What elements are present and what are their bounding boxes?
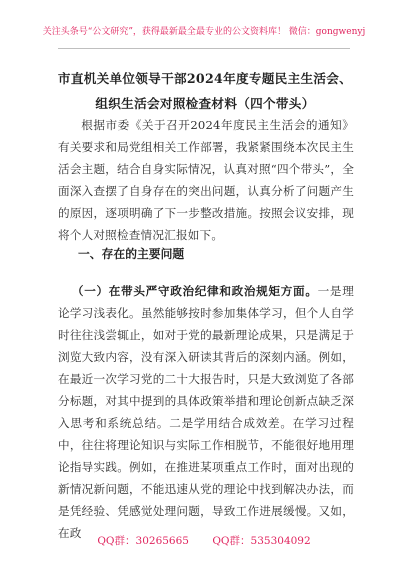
footer-qq-right: QQ群：535304092 <box>212 535 311 547</box>
header-divider <box>58 48 350 49</box>
subsection-text: 一是理论学习浅表化。虽然能够按时参加集体学习，但个人自学时往往浅尝辄止，如对于党的最新理论成果，只是满足于浏览大致内容，没有深入研读其背后的深刻内涵。例如，在最近一次学习党的二十大报告时，只是大致浏览了各部分标题，对其中提到的具体政策举措和理论创新点缺乏深入思考和系统总结。二是学用结合成效差。在学习过程中，往往将理论知识与实际工作相脱节，不能很好地用理论指导实践。例如，在推进某项重点工作时，面对出现的新情况新问题，不能迅速从党的理论中找到解决办法，而是凭经验、凭感觉处理问题，导致工作进展缓慢。又如，在政 <box>58 284 354 540</box>
footer-contact <box>0 533 408 548</box>
document-title: 市直机关单位领导干部2024年度专题民主生活会、组织生活会对照检查材料（四个带头） <box>57 71 353 111</box>
intro-paragraph: 根据市委《关于召开2024年度民主生活会的通知》有关要求和局党组相关工作部署，我紧紧围绕本次民主生活会主题，结合自身实际情况，认真对照“四个带头”，全面深入查摆了自身存在的突出问题，认真分析了问题产生的原因，逐项明确了下一步整改措施。按照会议安排，现将个人对照检查情况汇报如下。 <box>58 118 354 242</box>
header-promo-text: 关注头条号“公文研究”，获得最新最全最专业的公文资料库！ 微信：gongwenyj <box>42 27 366 37</box>
subsection-heading: （一）在带头严守政治纪律和政治规矩方面。 <box>71 284 318 298</box>
footer-qq-left: QQ群：30265665 <box>97 535 189 547</box>
section-heading: 一、存在的主要问题 <box>78 247 185 261</box>
subsection-paragraph <box>58 280 354 544</box>
